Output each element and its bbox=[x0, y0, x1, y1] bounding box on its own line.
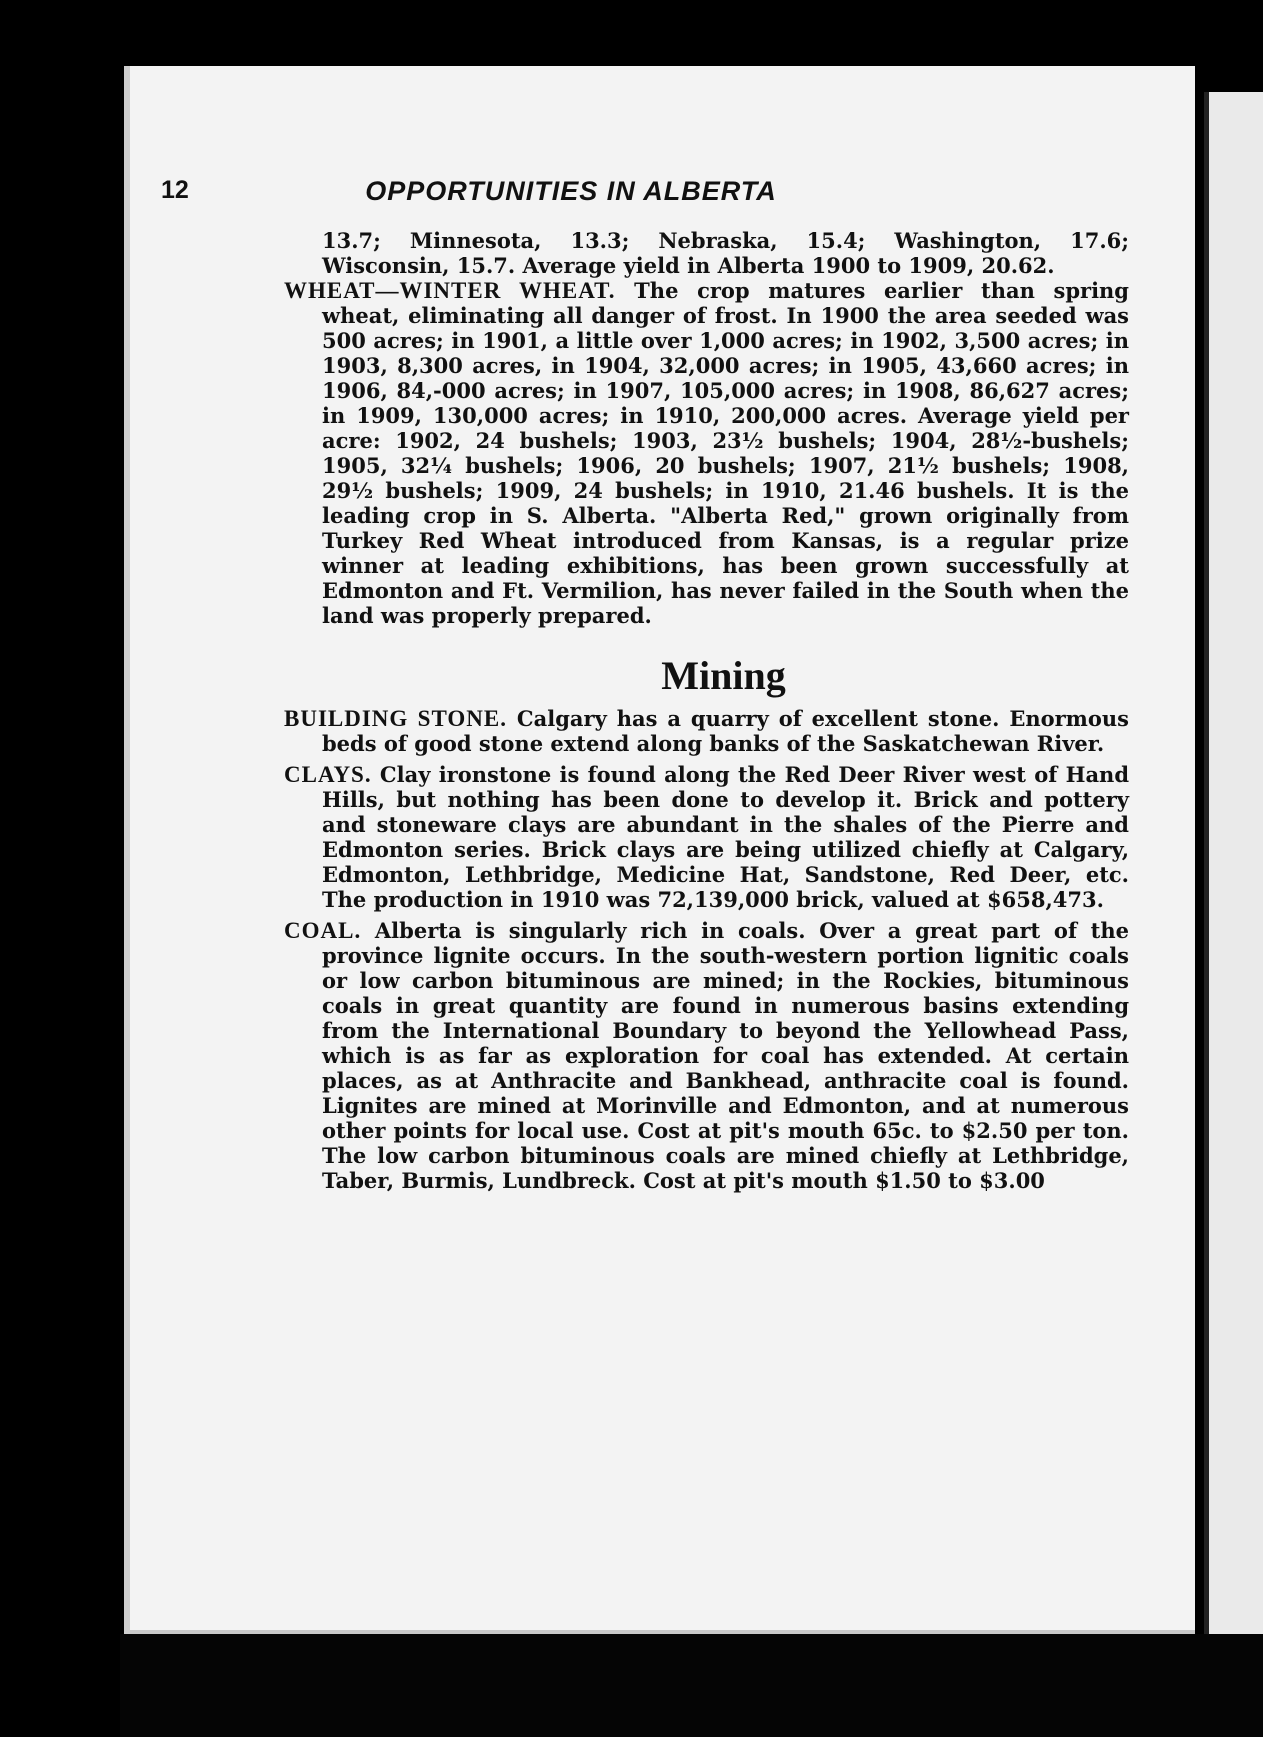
entry-text: Calgary has a quarry of excellent stone. Enormous beds of good stone extend along banks of the Saskatchewan River. bbox=[322, 706, 1129, 756]
entry-building-stone bbox=[284, 706, 1129, 756]
page-body bbox=[284, 228, 1129, 1193]
continuation-paragraph: 13.7; Minnesota, 13.3; Nebraska, 15.4; Washington, 17.6; Wisconsin, 15.7. Average yield in Alberta 1900 to 1909, 20.62. bbox=[322, 228, 1129, 278]
entry-clays bbox=[284, 762, 1129, 912]
page-header bbox=[161, 176, 981, 212]
entry-text: Alberta is singularly rich in coals. Over a great part of the province lignite occurs. In the south-western portion lignitic coals or low carbon bituminous are mined; in the Rockies, bituminous coals in great quantity are found in numerous basins extending from the International Boundary to beyond the Yellowhead Pass, which is as far as exploration for coal has extended. At certain places, as at Anthracite and Bankhead, anthracite coal is found. Lignites are mined at Morinville and Edmonton, and at numerous other points for local use. Cost at pit's mouth 65c. to $2.50 per ton. The low carbon bituminous coals are mined chiefly at Lethbridge, Taber, Burmis, Lundbreck. Cost at pit's mouth $1.50 to $3.00 bbox=[322, 918, 1129, 1193]
entry-text: The crop matures earlier than spring wheat, eliminating all danger of frost. In 1900 the area seeded was 500 acres; in 1901, a little over 1,000 acres; in 1902, 3,500 acres; in 1903, 8,300 acres, in 1904, 32,000 acres; in 1905, 43,660 acres; in 1906, 84,-000 acres; in 1907, 105,000 acres; in 1908, 86,627 acres; in 1909, 130,000 acres; in 1910, 200,000 acres. Average yield per acre: 1902, 24 bushels; 1903, 23½ bushels; 1904, 28½-bushels; 1905, 32¼ bushels; 1906, 20 bushels; 1907, 21½ bushels; 1908, 29½ bushels; 1909, 24 bushels; in 1910, 21.46 bushels. It is the leading crop in S. Alberta. "Alberta Red," grown originally from Turkey Red Wheat introduced from Kansas, is a regular prize winner at leading exhibitions, has been grown successfully at Edmonton and Ft. Vermilion, has never failed in the South when the land was properly prepared. bbox=[322, 278, 1129, 628]
entry-heading: CLAYS. bbox=[284, 762, 372, 787]
entry-heading: WHEAT—WINTER WHEAT. bbox=[284, 278, 616, 303]
entry-heading: BUILDING STONE. bbox=[284, 706, 507, 731]
entry-text: Clay ironstone is found along the Red Deer River west of Hand Hills, but nothing has been done to develop it. Brick and pottery and stoneware clays are abundant in the shales of the Pierre and Edmonton series. Brick clays are being utilized chiefly at Calgary, Edmonton, Lethbridge, Medicine Hat, Sandstone, Red Deer, etc. The production in 1910 was 72,139,000 brick, valued at $658,473. bbox=[322, 762, 1130, 912]
entry-coal bbox=[284, 918, 1129, 1193]
running-title: OPPORTUNITIES IN ALBERTA bbox=[365, 176, 777, 206]
section-heading-mining: Mining bbox=[661, 653, 786, 698]
page-number: 12 bbox=[161, 176, 189, 204]
entry-winter-wheat bbox=[284, 278, 1129, 628]
entry-heading: COAL. bbox=[284, 918, 362, 943]
adjacent-page-edge bbox=[1204, 92, 1263, 1637]
scan-background bbox=[120, 1634, 1263, 1737]
